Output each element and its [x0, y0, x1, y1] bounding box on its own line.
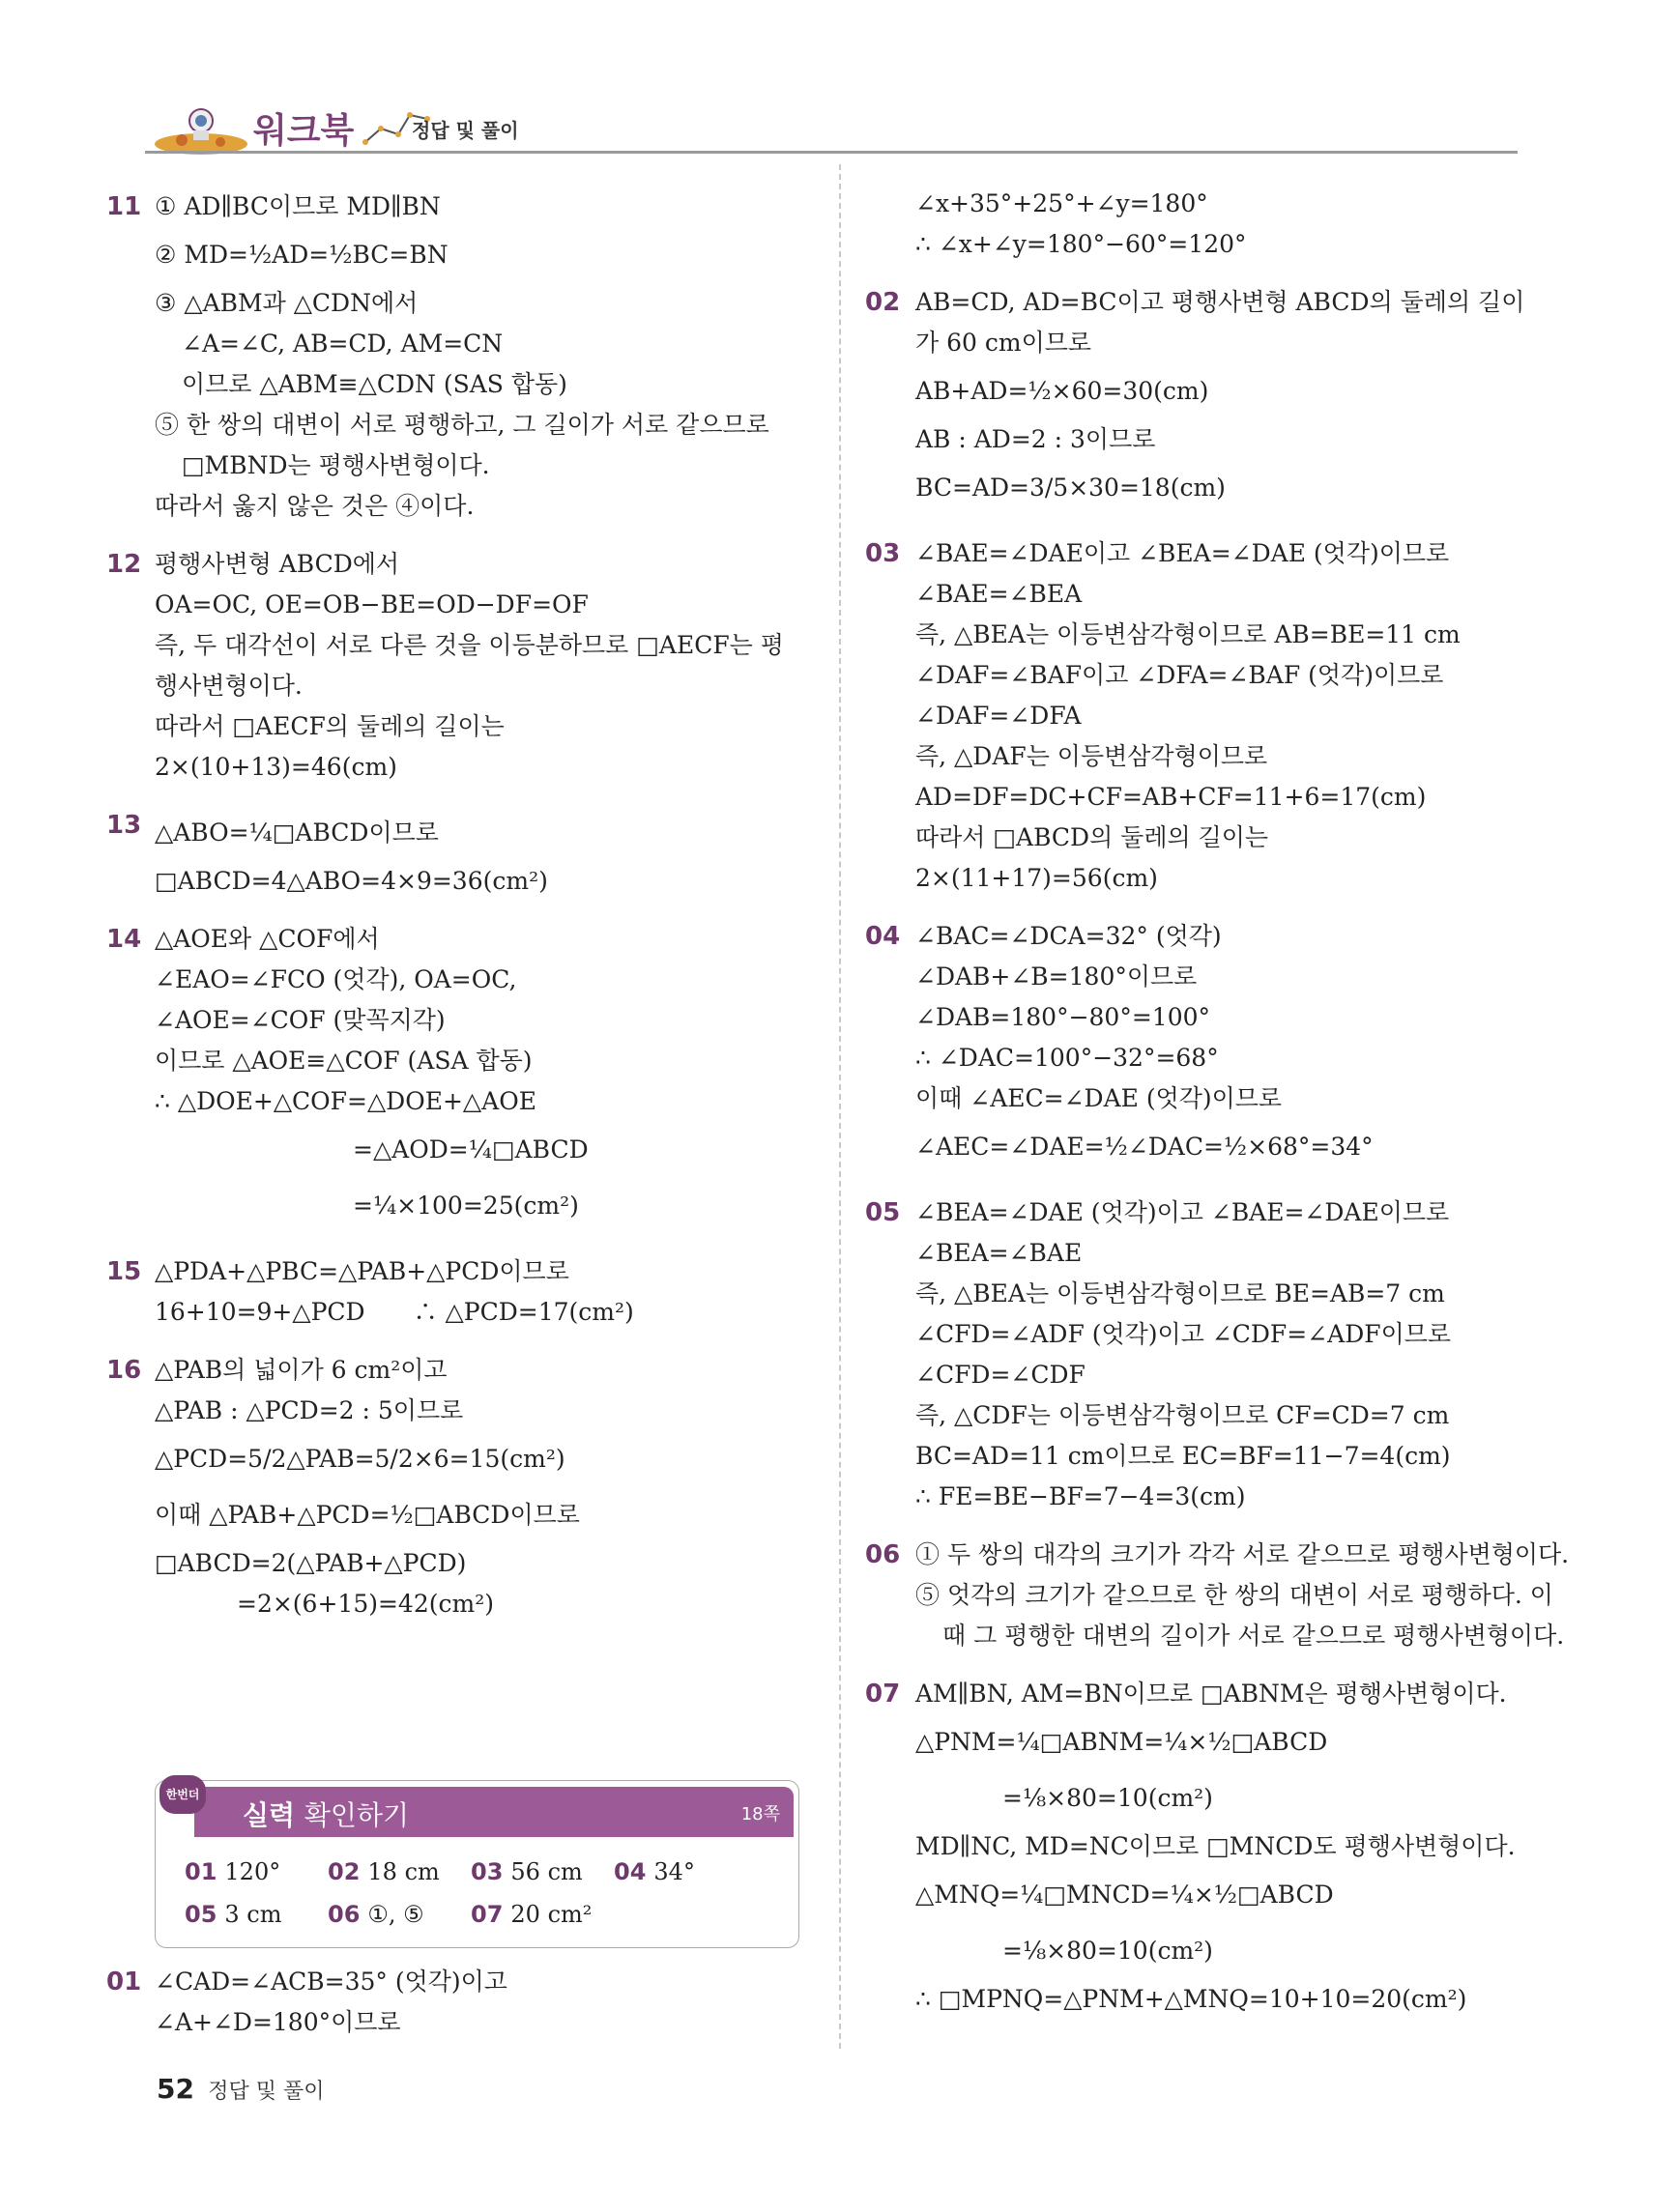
answer-item: [185, 1851, 328, 1893]
solution-line: AM∥BN, AM=BN이므로 □ABNM은 평행사변형이다.: [915, 1680, 1507, 1708]
solution-line: AB=CD, AD=BC이고 평행사변형 ABCD의 둘레의 길이: [915, 288, 1525, 316]
solution-line: ∴ FE=BE−BF=7−4=3(cm): [915, 1482, 1246, 1510]
solution-line: ∠BAC=∠DCA=32° (엇각): [915, 922, 1222, 950]
solution-line: 즉, △CDF는 이등변삼각형이므로 CF=CD=7 cm: [915, 1401, 1450, 1429]
problem-06: [865, 1535, 1570, 1656]
solution-line: ∠DAF=∠DFA: [915, 702, 1082, 730]
solution-line: 2×(10+13)=46(cm): [155, 753, 397, 781]
problem-02: [865, 282, 1532, 516]
solution-line: △AOE와 △COF에서: [155, 925, 380, 953]
answer-value: 56 cm: [510, 1858, 583, 1885]
solution-lines: [155, 919, 822, 1234]
solution-line: 2×(11+17)=56(cm): [915, 864, 1158, 892]
solution-line: △PAB : △PCD=2 : 5이므로: [155, 1396, 464, 1424]
solution-lines: [915, 184, 1532, 265]
solution-line: BC=AD=11 cm이므로 EC=BF=11−7=4(cm): [915, 1442, 1451, 1470]
solution-line: 즉, 두 대각선이 서로 다른 것을 이등분하므로 □AECF는 평: [155, 631, 784, 659]
solution-line: □MBND는 평행사변형이다.: [182, 451, 490, 479]
solution-line: ⑤ 한 쌍의 대변이 서로 평행하고, 그 길이가 서로 같으므로: [155, 411, 769, 439]
solution-line: ∠CAD=∠ACB=35° (엇각)이고: [155, 1968, 507, 1996]
answer-number: 05: [185, 1901, 217, 1928]
page-header: [145, 101, 1518, 156]
solution-line: ∠BAE=∠DAE이고 ∠BEA=∠DAE (엇각)이므로: [915, 539, 1450, 567]
problem-number: 02: [865, 288, 901, 317]
answer-value: 20 cm²: [510, 1901, 593, 1928]
solution-line: 따라서 옳지 않은 것은 ④이다.: [155, 492, 475, 520]
solution-line: OA=OC, OE=OB−BE=OD−DF=OF: [155, 590, 589, 618]
solution-line: AB+AD=½×60=30(cm): [915, 377, 1209, 405]
problem-05: [865, 1192, 1532, 1517]
solution-line: ∴ △DOE+△COF=△DOE+△AOE: [155, 1087, 536, 1115]
solution-lines: [155, 1251, 822, 1333]
answer-value: 34°: [653, 1858, 695, 1885]
solution-line: □ABCD=4△ABO=4×9=36(cm²): [155, 867, 548, 895]
solution-line: ∠A+∠D=180°이므로: [155, 2008, 401, 2036]
solution-line: △PCD=5/2△PAB=5/2×6=15(cm²): [155, 1445, 565, 1473]
solution-line: ∠BEA=∠BAE: [915, 1239, 1083, 1267]
problem-cont: [875, 184, 1532, 265]
problem-number: 16: [106, 1356, 142, 1385]
answer-number: 04: [614, 1858, 647, 1885]
solution-line: AB : AD=2 : 3이므로: [915, 425, 1156, 453]
problem-number: 07: [865, 1680, 901, 1709]
astronaut-logo-icon: [153, 101, 249, 155]
solution-line: ② MD=½AD=½BC=BN: [155, 241, 449, 269]
solution-line: △PNM=¼□ABNM=¼×½□ABCD: [915, 1728, 1328, 1756]
answer-item: [185, 1893, 328, 1936]
problem-number: 11: [106, 192, 142, 221]
problem-number: 15: [106, 1257, 142, 1286]
problem-04: [865, 916, 1532, 1175]
solution-line: ① 두 쌍의 대각의 크기가 각각 서로 같으므로 평행사변형이다.: [915, 1540, 1570, 1568]
right-column: [865, 184, 1570, 2037]
solution-lines: [915, 1535, 1570, 1656]
solution-lines: [915, 1674, 1532, 2020]
solution-line: 즉, △DAF는 이등변삼각형이므로: [915, 742, 1268, 770]
solution-line: 따라서 □AECF의 둘레의 길이는: [155, 712, 505, 740]
answer-list: [185, 1851, 784, 1936]
problem-12: [106, 544, 822, 788]
solution-line: △PAB의 넓이가 6 cm²이고: [155, 1356, 448, 1384]
solution-line: =2×(6+15)=42(cm²): [237, 1590, 494, 1618]
solution-line: 때 그 평행한 대변의 길이가 서로 같으므로 평행사변형이다.: [942, 1622, 1565, 1650]
answer-item: [471, 1893, 614, 1936]
solution-line: ∴ ∠DAC=100°−32°=68°: [915, 1044, 1219, 1072]
solution-line: ∠DAB=180°−80°=100°: [915, 1003, 1211, 1031]
solution-line: =⅛×80=10(cm²): [1002, 1937, 1213, 1965]
solution-line: 이므로 △ABM≡△CDN (SAS 합동): [182, 370, 567, 398]
skill-check-title: [243, 1795, 409, 1833]
answer-value: 3 cm: [224, 1901, 282, 1928]
answer-value: ①, ⑤: [367, 1901, 424, 1928]
solution-lines: [915, 533, 1532, 899]
solution-line: ∠EAO=∠FCO (엇각), OA=OC,: [155, 965, 517, 993]
solution-line: ∠CFD=∠CDF: [915, 1361, 1086, 1389]
problem-14: [106, 919, 822, 1234]
answer-item: [328, 1893, 471, 1936]
solution-line: ∠AOE=∠COF (맞꼭지각): [155, 1006, 446, 1034]
answer-number: 02: [328, 1858, 361, 1885]
solution-line: 가 60 cm이므로: [915, 329, 1092, 357]
solution-line: △PDA+△PBC=△PAB+△PCD이므로: [155, 1257, 569, 1285]
solution-lines: [155, 544, 822, 788]
solution-line: □ABCD=2(△PAB+△PCD): [155, 1549, 467, 1577]
solution-line: 이때 ∠AEC=∠DAE (엇각)이므로: [915, 1084, 1283, 1112]
skill-check-title-rest: 확인하기: [304, 1799, 410, 1831]
solution-line: 따라서 □ABCD의 둘레의 길이는: [915, 823, 1269, 851]
problem-16: [106, 1350, 822, 1624]
skill-check-title-bold: 실력: [243, 1799, 296, 1831]
solution-lines: [915, 1192, 1532, 1517]
page-reference: 18쪽: [740, 1804, 780, 1824]
solution-line: ⑤ 엇각의 크기가 같으므로 한 쌍의 대변이 서로 평행하다. 이: [915, 1581, 1553, 1609]
solution-line: ∴ □MPNQ=△PNM+△MNQ=10+10=20(cm²): [915, 1985, 1467, 2013]
answer-value: 120°: [224, 1858, 281, 1885]
solution-line: △MNQ=¼□MNCD=¼×½□ABCD: [915, 1881, 1334, 1909]
solution-lines: [915, 916, 1532, 1175]
problem-number: 03: [865, 539, 901, 568]
solution-line: ∠AEC=∠DAE=½∠DAC=½×68°=34°: [915, 1133, 1374, 1161]
problem-number: 12: [106, 550, 142, 579]
page-footer: [157, 2073, 324, 2105]
solution-line: 이때 △PAB+△PCD=½□ABCD이므로: [155, 1501, 580, 1529]
answer-number: 03: [471, 1858, 504, 1885]
solution-line: 즉, △BEA는 이등변삼각형이므로 BE=AB=7 cm: [915, 1279, 1445, 1307]
problem-03: [865, 533, 1532, 899]
problem-number: 01: [106, 1968, 142, 1997]
problem-11: [106, 187, 822, 527]
solution-line: 이므로 △AOE≡△COF (ASA 합동): [155, 1047, 533, 1075]
solution-line: 16+10=9+△PCD ∴ △PCD=17(cm²): [155, 1298, 634, 1326]
solution-line: =⅛×80=10(cm²): [1002, 1784, 1213, 1812]
solution-line: ∠x+35°+25°+∠y=180°: [915, 189, 1208, 217]
header-subtitle: 정답 및 풀이: [412, 119, 519, 142]
solution-line: AD=DF=DC+CF=AB+CF=11+6=17(cm): [915, 783, 1427, 811]
solution-line: =¼×100=25(cm²): [353, 1192, 579, 1220]
header-rule: [145, 151, 1518, 154]
solution-line: ∠BAE=∠BEA: [915, 580, 1083, 608]
problem-15: [106, 1251, 822, 1333]
workbook-title: 워크북: [253, 111, 355, 151]
skill-check-box: [155, 1780, 799, 1948]
problem-07: [865, 1674, 1532, 2020]
answer-value: 18 cm: [367, 1858, 440, 1885]
problem-number: 04: [865, 922, 901, 951]
solution-lines: [155, 1962, 822, 2043]
solution-line: ③ △ABM과 △CDN에서: [155, 289, 419, 317]
solution-line: ∠CFD=∠ADF (엇각)이고 ∠CDF=∠ADF이므로: [915, 1320, 1452, 1348]
answer-item: [328, 1851, 471, 1893]
answer-item: [471, 1851, 614, 1893]
solution-line: ∠BEA=∠DAE (엇각)이고 ∠BAE=∠DAE이므로: [915, 1198, 1450, 1226]
problem-number: 06: [865, 1540, 901, 1569]
problem-number: 14: [106, 925, 142, 954]
solution-line: ∴ ∠x+∠y=180°−60°=120°: [915, 230, 1247, 258]
footer-label: 정답 및 풀이: [208, 2080, 325, 2104]
solution-line: 즉, △BEA는 이등변삼각형이므로 AB=BE=11 cm: [915, 620, 1461, 648]
left-column: [106, 187, 822, 1642]
solution-line: 행사변형이다.: [155, 672, 303, 700]
again-tag: 한번더: [159, 1775, 206, 1814]
page-number: 52: [157, 2073, 194, 2105]
solution-lines: [155, 805, 822, 902]
answer-item: [614, 1851, 757, 1893]
answer-number: 01: [185, 1858, 217, 1885]
solution-line: ∠DAB+∠B=180°이므로: [915, 962, 1198, 991]
solution-line: 평행사변형 ABCD에서: [155, 550, 400, 578]
answer-number: 06: [328, 1901, 361, 1928]
solution-lines: [155, 187, 822, 527]
skill-check-bar: [194, 1787, 794, 1837]
solution-line: ① AD∥BC이므로 MD∥BN: [155, 192, 441, 220]
column-divider: [839, 164, 841, 2049]
problem-01: [106, 1962, 822, 2043]
problem-13: [106, 805, 822, 902]
solution-line: BC=AD=3/5×30=18(cm): [915, 474, 1226, 502]
solution-line: △ABO=¼□ABCD이므로: [155, 819, 439, 847]
solution-line: =△AOD=¼□ABCD: [353, 1135, 589, 1163]
solution-line: MD∥NC, MD=NC이므로 □MNCD도 평행사변형이다.: [915, 1832, 1516, 1860]
solution-line: ∠A=∠C, AB=CD, AM=CN: [182, 330, 504, 358]
left-column-bottom: [106, 1962, 822, 2060]
solution-lines: [915, 282, 1532, 516]
problem-number: 13: [106, 811, 142, 840]
problem-number: 05: [865, 1198, 901, 1227]
answer-number: 07: [471, 1901, 504, 1928]
solution-lines: [155, 1350, 822, 1624]
solution-line: ∠DAF=∠BAF이고 ∠DFA=∠BAF (엇각)이므로: [915, 661, 1444, 689]
